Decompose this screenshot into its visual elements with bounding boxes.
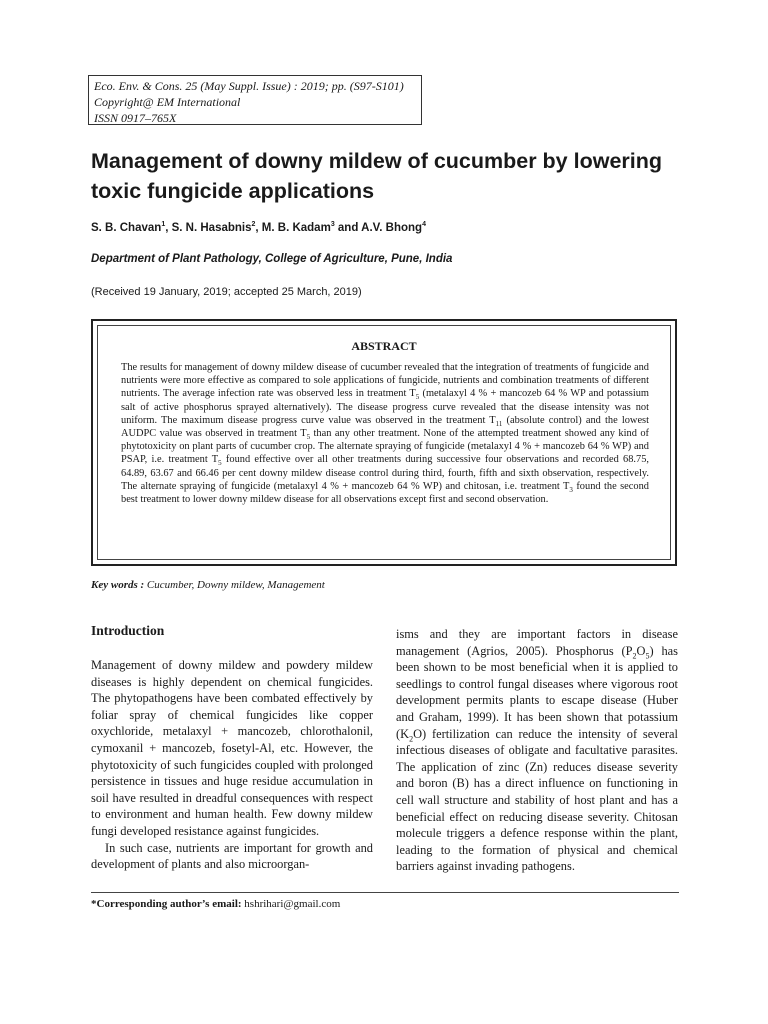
keywords bbox=[91, 579, 681, 591]
keywords-values: Cucumber, Downy mildew, Management bbox=[146, 579, 325, 591]
author-email: hshrihari@gmail.com bbox=[241, 898, 341, 910]
author-list bbox=[91, 221, 691, 234]
author-name: A.V. Bhong bbox=[361, 221, 423, 234]
footnote-label: *Corresponding author’s email: bbox=[91, 898, 242, 910]
body-paragraph: Management of downy mildew and powdery mildew diseases is highly dependent on chemical fungicides. The phytopathogens have been combated effectively by foliar spray of chemical fungicides like copper oxychloride, metalaxyl + mancozeb, chlorothalonil, cymoxanil + mancozeb, fosetyl-Al, etc. However, the phytotoxicity of such fungicides coupled with prolonged persistence in tissues and huge residue accumulation in soil have resulted in dreadful consequences with respect to environment and human health. Few downy mildew fungi developed resistance against fungicides. bbox=[91, 658, 373, 838]
received-dates: (Received 19 January, 2019; accepted 25 March, 2019) bbox=[91, 286, 362, 298]
author-name: S. B. Chavan bbox=[91, 221, 162, 234]
abstract-heading: ABSTRACT bbox=[351, 339, 417, 353]
author-separator: and bbox=[334, 221, 362, 234]
abstract-text: The results for management of downy mildew disease of cucumber revealed that the integration of treatments of fungicide and nutrients were more effective as compared to sole applications of fungicide, nutrients and combination treatments of different nutrients. The average infection rate was observed less in treatment $T_5$ (metalaxyl 4 % + mancozeb 64 % WP and potassium salt of active phosphorus sprayed alternatively). The disease progress curve revealed that the disease intensity was not uniform. The maximum disease progress curve value was observed in the treatment $T_{11}$ (absolute control) and the lowest AUDPC value was observed in treatment $T_5$ than any other treatment. None of the attempted treatment showed any kind of phytotoxicity on plant parts of cucumber crop. The alternate spraying of fungicide (metalaxyl 4 % + mancozeb 64 % WP) and PSAP, i.e. treatment $T_5$ found effective over all other treatments during successive four observations and recorded 68.75, 64.89, 63.67 and 66.46 per cent downy mildew disease control during third, fourth, fifth and sixth observation, respectively. The alternate spraying of fungicide (metalaxyl 4 % + mancozeb 64 % WP) and chitosan, i.e. treatment $T_3$ found the second best treatment to lower downy mildew disease for all observations except first and second observation. bbox=[121, 362, 649, 506]
author-separator: , bbox=[255, 221, 262, 234]
author-affiliation-mark: 1 bbox=[161, 221, 166, 228]
author-separator: , bbox=[165, 221, 172, 234]
body-column-left bbox=[91, 657, 373, 873]
affiliation: Department of Plant Pathology, College of Agriculture, Pune, India bbox=[91, 253, 453, 265]
journal-issn: ISSN 0917–765X bbox=[94, 111, 177, 125]
journal-citation-box bbox=[88, 75, 422, 125]
journal-copyright: Copyright@ EM International bbox=[94, 95, 241, 109]
journal-issue: Eco. Env. & Cons. 25 (May Suppl. Issue) : 2019; pp. (S97-S101) bbox=[94, 79, 404, 93]
author-name: S. N. Hasabnis bbox=[171, 221, 252, 234]
paper-title: Management of downy mildew of cucumber by lowering toxic fungicide applications bbox=[91, 149, 663, 203]
footnote-divider bbox=[91, 892, 679, 893]
body-paragraph: In such case, nutrients are important for growth and development of plants and also microorgan- bbox=[91, 840, 373, 872]
author-name: M. B. Kadam bbox=[261, 221, 331, 234]
corresponding-author-footnote bbox=[91, 898, 681, 910]
section-heading-introduction: Introduction bbox=[91, 623, 165, 638]
body-paragraph: isms and they are important factors in disease management (Agrios, 2005). Phosphorus $(P_2O_5)$ has been shown to be most beneficial when it is applied to seedlings to control fungal diseases where vigorous root development permits plants to escape disease (Huber and Graham, 1999). It has been shown that potassium $(K_2O)$ fertilization can reduce the intensity of several infectious diseases of obligate and facultative parasites. The application of zinc (Zn) reduces disease severity and boron (B) has a direct influence on functioning in cell wall structure and stability of host plant and has a beneficial effect on reducing disease severity. Chitosan molecule triggers a defence response within the plant, leading to the formation of physical and chemical barriers against invading pathogens. bbox=[396, 627, 678, 874]
author-affiliation-mark: 3 bbox=[330, 221, 335, 228]
body-column-right bbox=[396, 626, 678, 875]
author-affiliation-mark: 4 bbox=[422, 221, 426, 228]
author-affiliation-mark: 2 bbox=[251, 221, 256, 228]
keywords-label: Key words : bbox=[91, 579, 147, 591]
